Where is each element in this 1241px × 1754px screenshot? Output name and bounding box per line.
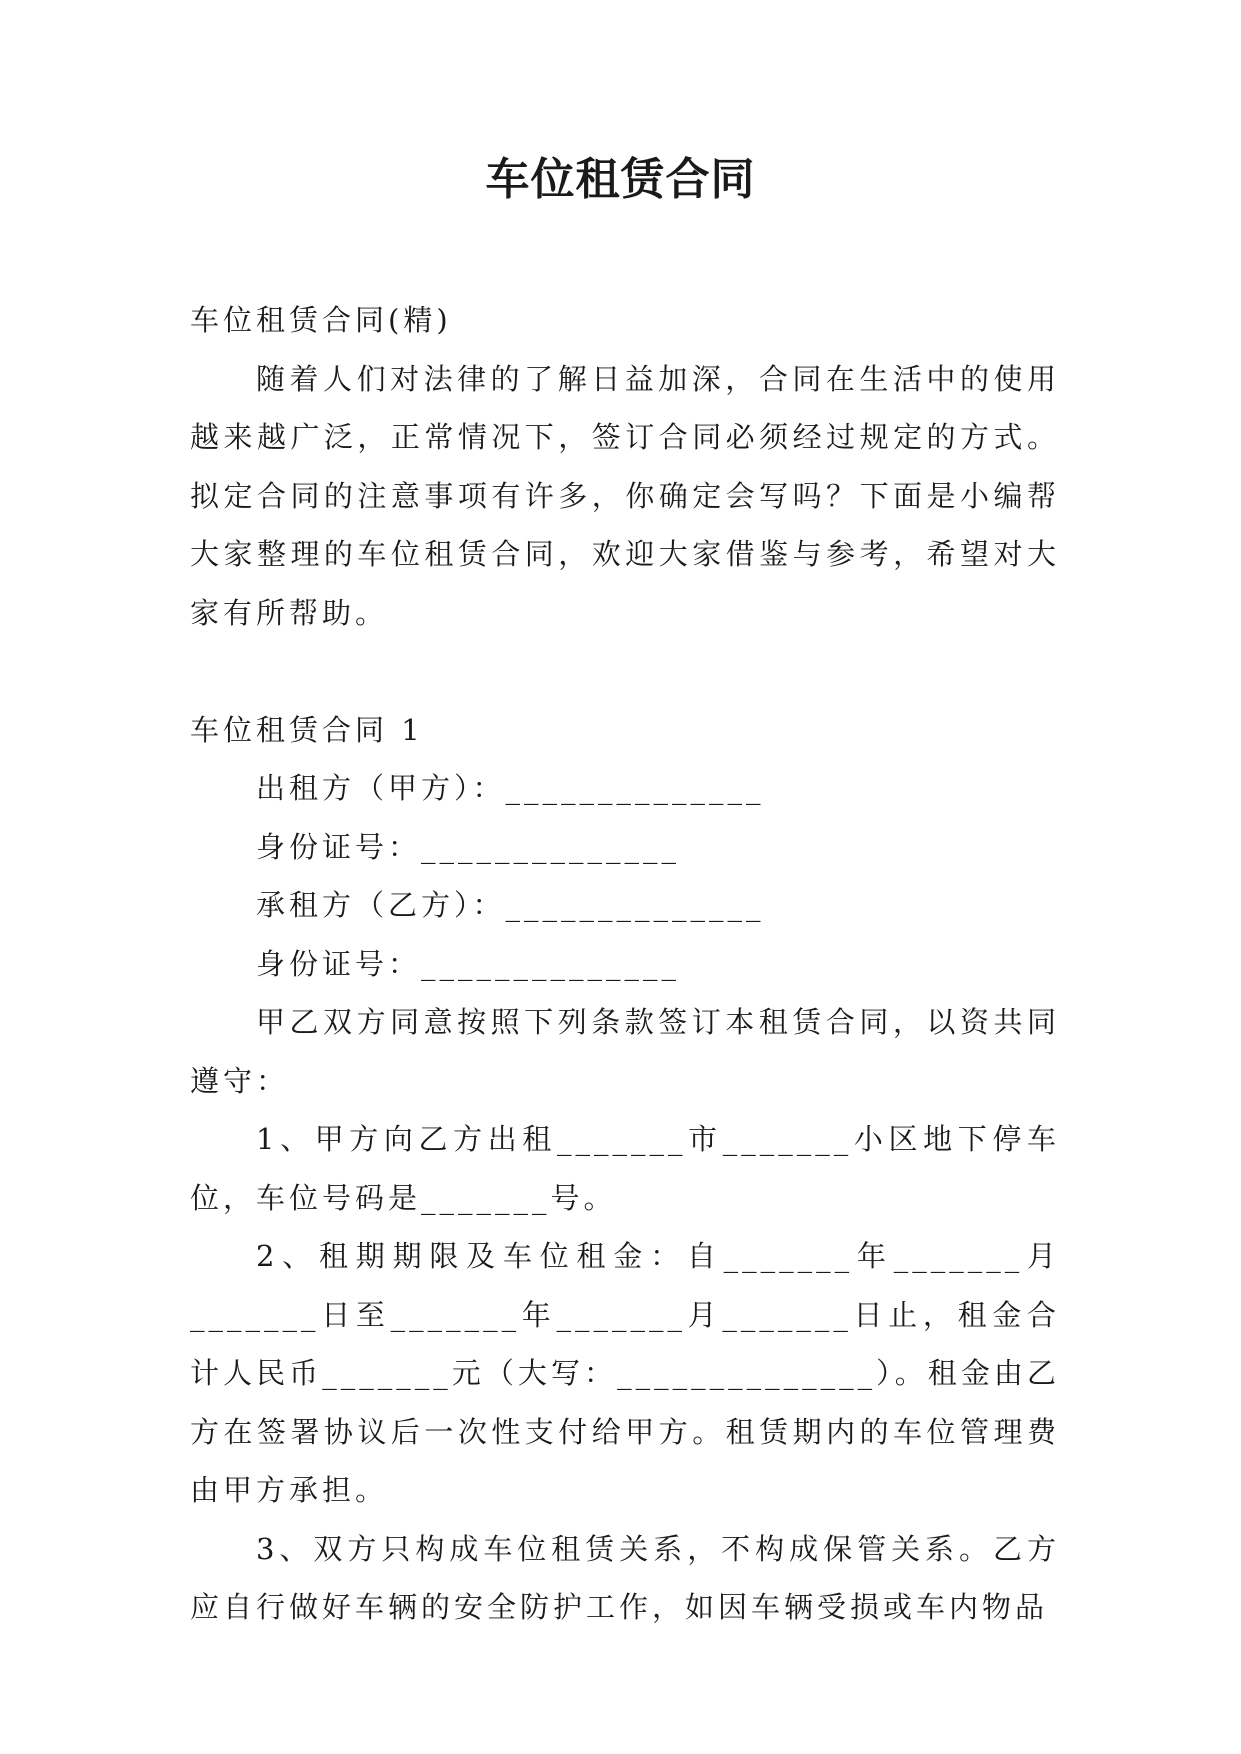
clause-3: 3、双方只构成车位租赁关系，不构成保管关系。乙方应自行做好车辆的安全防护工作，如因车辆受损或车内物品 [190,1531,1060,1624]
lessee-id-field: 身份证号：______________ [256,946,681,981]
lessor-field: 出租方（甲方）：______________ [256,771,765,805]
agreement-paragraph: 甲乙双方同意按照下列条款签订本租赁合同，以资共同遵守： [190,1005,1060,1098]
intro-paragraph: 随着人们对法律的了解日益加深，合同在生活中的使用越来越广泛，正常情况下，签订合同必须经过规定的方式。拟定合同的注意事项有许多，你确定会写吗？下面是小编帮大家整理的车位租赁合同，欢迎大家借鉴与参考，希望对大家有所帮助。 [190,361,1060,630]
lessor-id-field: 身份证号：______________ [256,829,681,864]
document-title: 车位租赁合同 [485,154,756,205]
section-heading: 车位租赁合同 1 [190,712,424,747]
document-body [190,291,1060,1637]
document-subtitle: 车位租赁合同(精) [190,303,452,337]
lessee-field: 承租方（乙方）：______________ [256,888,765,922]
paragraph-gap [190,642,1060,701]
clause-2: 2、租期期限及车位租金：自_______年_______月_______日至_______年_______月_______日止，租金合计人民币_______元（大写：______________）。租金由乙方在签署协议后一次性支付给甲方。租赁期内的车位管理费由甲方承担。 [190,1239,1060,1507]
clause-1: 1、甲方向乙方出租_______市_______小区地下停车位，车位号码是_______号。 [190,1122,1060,1215]
